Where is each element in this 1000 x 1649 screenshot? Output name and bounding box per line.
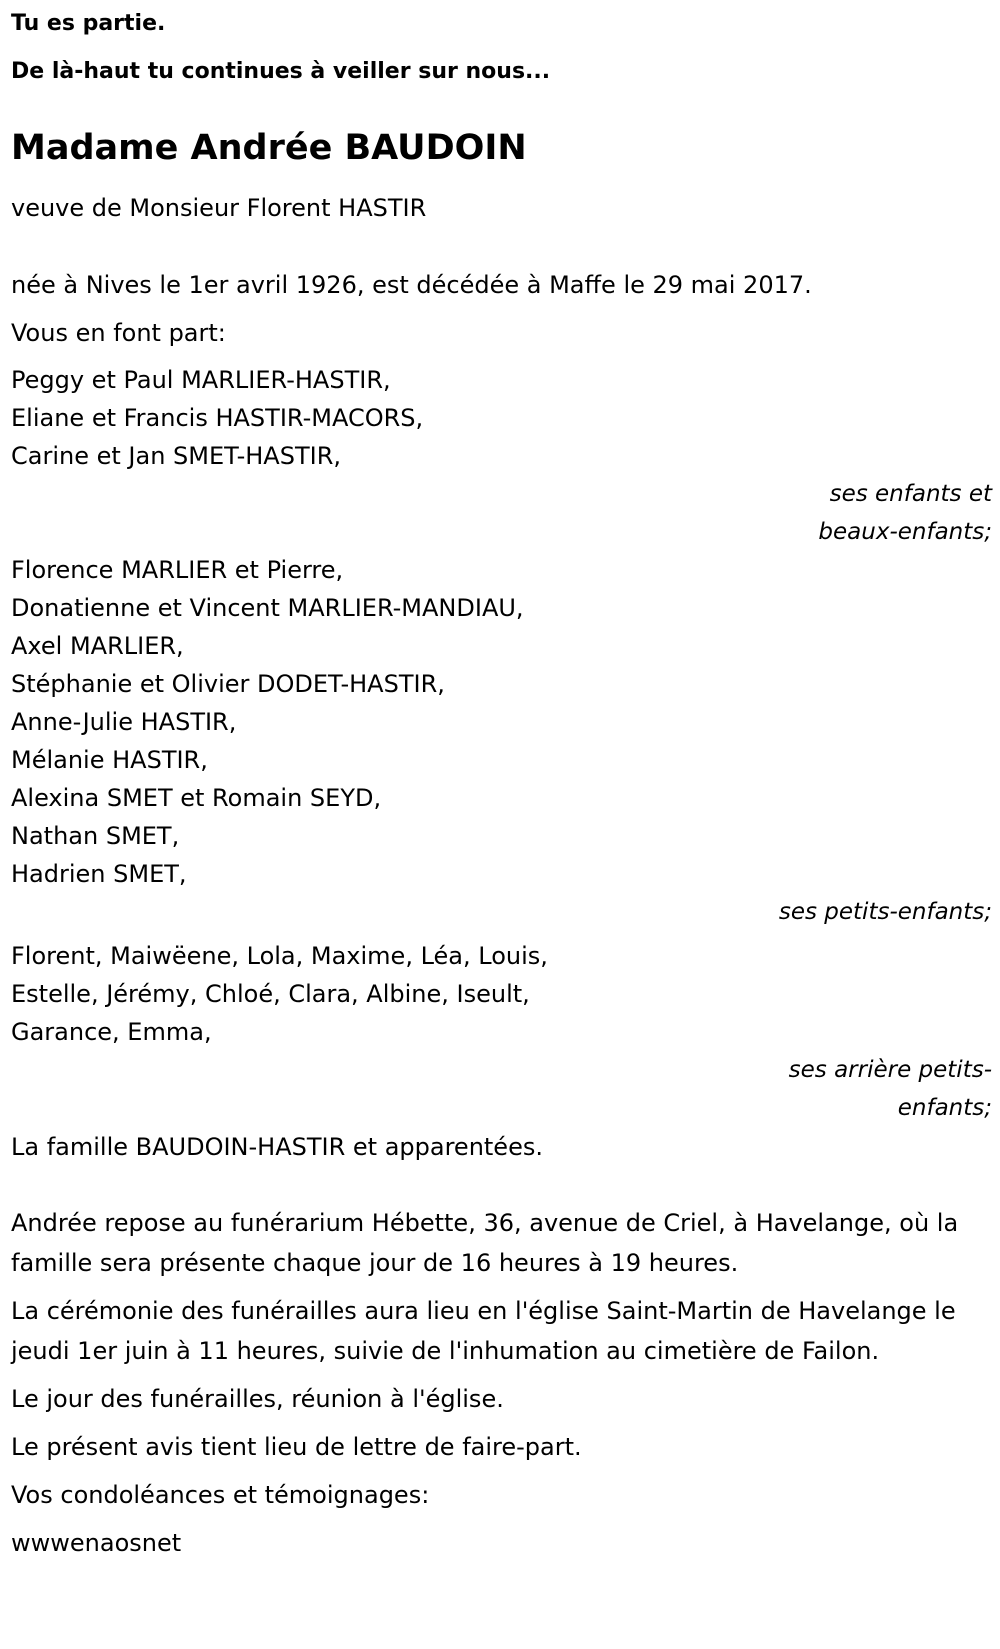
grandchildren-role: ses petits-enfants; [778,899,992,925]
epigraph-line-2: De là-haut tu continues à veiller sur nous... [11,59,551,84]
children-list [11,361,992,475]
great-grandchildren-role-line-1: ses arrière petits- [788,1057,992,1083]
list-item: Anne-Julie HASTIR, [11,708,237,736]
website-link[interactable]: wwwenaosnet [11,1529,182,1557]
epigraph-line-1: Tu es partie. [11,11,166,36]
list-item: Carine et Jan SMET-HASTIR, [11,442,341,470]
widow-of: veuve de Monsieur Florent HASTIR [11,194,427,222]
list-item: Axel MARLIER, [11,632,184,660]
family-line: La famille BAUDOIN-HASTIR et apparentées. [11,1133,543,1161]
list-item: Mélanie HASTIR, [11,746,208,774]
list-item: Alexina SMET et Romain SEYD, [11,784,382,812]
children-role-line-2: beaux-enfants; [818,519,992,545]
obituary-notice [11,0,992,1563]
list-item: Nathan SMET, [11,822,180,850]
rest-details: Andrée repose au funérarium Hébette, 36, avenue de Criel, à Havelange, où la famille sera présente chaque jour de 16 heures à 19 heures. [11,1209,959,1277]
list-item: Eliane et Francis HASTIR-MACORS, [11,404,424,432]
great-grandchildren-list [11,937,992,1051]
announcers-intro: Vous en font part: [11,319,226,347]
list-item: Donatienne et Vincent MARLIER-MANDIAU, [11,594,524,622]
deceased-name: Madame Andrée BAUDOIN [11,128,527,168]
condolences-details: Vos condoléances et témoignages: [11,1481,430,1509]
list-item: Peggy et Paul MARLIER-HASTIR, [11,366,391,394]
birth-death: née à Nives le 1er avril 1926, est décédée à Maffe le 29 mai 2017. [11,271,812,299]
list-item: Hadrien SMET, [11,860,187,888]
great-grandchildren-role [11,1051,992,1127]
list-item: Florent, Maiwëene, Lola, Maxime, Léa, Louis, [11,942,548,970]
list-item: Florence MARLIER et Pierre, [11,556,344,584]
meeting-details: Le jour des funérailles, réunion à l'église. [11,1385,504,1413]
grandchildren-list [11,551,992,893]
list-item: Garance, Emma, [11,1018,212,1046]
notice-details: Le présent avis tient lieu de lettre de faire-part. [11,1433,582,1461]
list-item: Stéphanie et Olivier DODET-HASTIR, [11,670,445,698]
great-grandchildren-role-line-2: enfants; [897,1095,992,1121]
ceremony-details: La cérémonie des funérailles aura lieu en l'église Saint-Martin de Havelange le jeudi 1er juin à 11 heures, suivie de l'inhumation au cimetière de Failon. [11,1297,956,1365]
children-role-line-1: ses enfants et [829,481,992,507]
children-role [11,475,992,551]
list-item: Estelle, Jérémy, Chloé, Clara, Albine, Iseult, [11,980,530,1008]
